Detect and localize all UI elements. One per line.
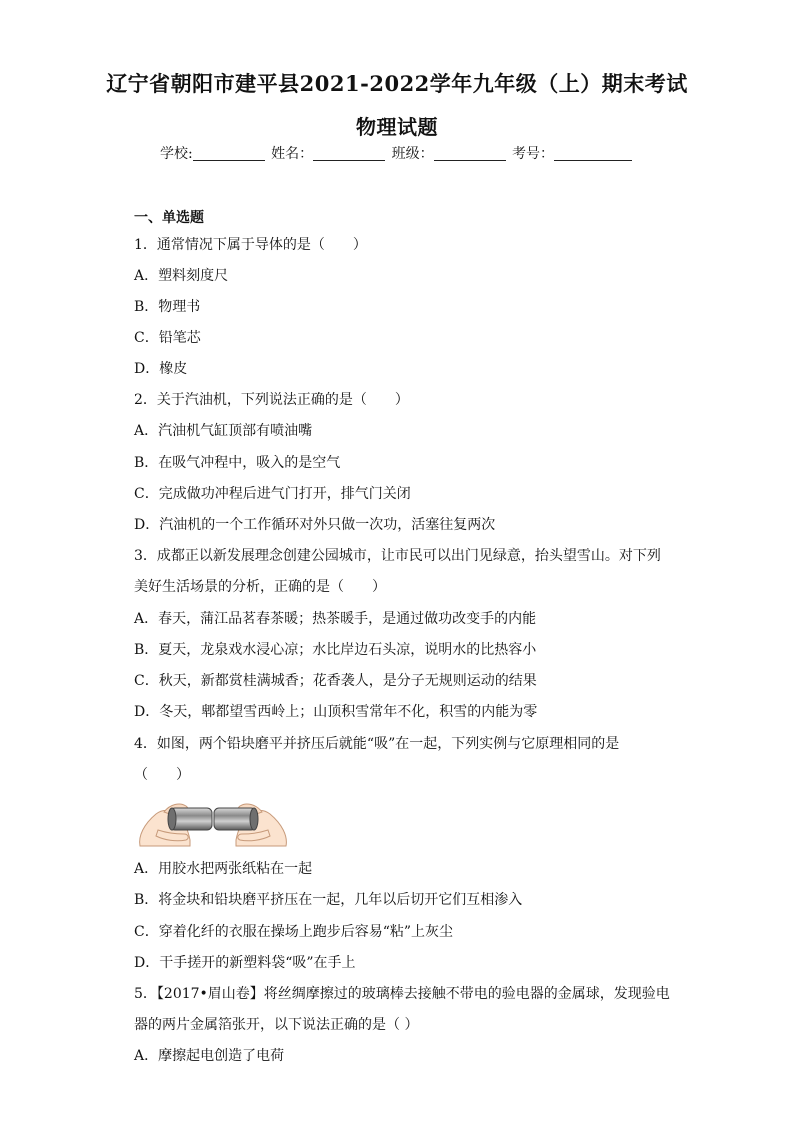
section-heading: 一、单选题 bbox=[134, 210, 204, 226]
q1-option-c: C．铅笔芯 bbox=[134, 330, 201, 346]
q5-stem-line1: 5．【2017•眉山卷】将丝绸摩擦过的玻璃棒去接触不带电的验电器的金属球，发现验电 bbox=[134, 986, 670, 1002]
school-label: 学校: bbox=[159, 146, 193, 162]
exam-subtitle: 物理试题 bbox=[356, 115, 438, 139]
q2-stem: 2．关于汽油机，下列说法正确的是（ ） bbox=[134, 392, 409, 408]
q2-option-d: D．汽油机的一个工作循环对外只做一次功，活塞往复两次 bbox=[134, 517, 496, 533]
q2-option-c: C．完成做功冲程后进气门打开，排气门关闭 bbox=[134, 486, 411, 502]
q3-option-b: B．夏天，龙泉戏水浸心凉；水比岸边石头凉，说明水的比热容小 bbox=[134, 642, 537, 658]
number-blank[interactable] bbox=[554, 145, 632, 161]
q4-stem-line2: （ ） bbox=[134, 767, 190, 783]
student-info-row bbox=[0, 143, 794, 163]
q2-option-b: B．在吸气冲程中，吸入的是空气 bbox=[134, 455, 341, 471]
q4-option-a: A．用胶水把两张纸粘在一起 bbox=[134, 861, 313, 877]
q1-stem: 1．通常情况下属于导体的是（ ） bbox=[134, 237, 367, 253]
lead-blocks-figure bbox=[134, 790, 292, 848]
q2-option-a: A．汽油机气缸顶部有喷油嘴 bbox=[134, 423, 313, 439]
class-blank[interactable] bbox=[434, 145, 506, 161]
q1-option-b: B．物理书 bbox=[134, 299, 201, 315]
right-block-end bbox=[250, 808, 258, 830]
q4-option-b: B．将金块和铅块磨平挤压在一起，几年以后切开它们互相渗入 bbox=[134, 892, 523, 908]
q3-option-a: A．春天，蒲江品茗春茶暖；热茶暖手，是通过做功改变手的内能 bbox=[134, 611, 537, 627]
q4-stem-line1: 4．如图，两个铅块磨平并挤压后就能“吸”在一起，下列实例与它原理相同的是 bbox=[134, 736, 620, 752]
q4-option-d: D．干手搓开的新塑料袋“吸”在手上 bbox=[134, 955, 356, 971]
q3-option-d: D．冬天，郫都望雪西岭上；山顶积雪常年不化，积雪的内能为零 bbox=[134, 704, 538, 720]
q5-option-a: A．摩擦起电创造了电荷 bbox=[134, 1048, 285, 1064]
class-label: 班级： bbox=[391, 146, 434, 162]
number-label: 考号： bbox=[512, 146, 555, 162]
q1-option-a: A．塑料刻度尺 bbox=[134, 268, 229, 284]
q1-option-d: D．橡皮 bbox=[134, 361, 188, 377]
left-block-end bbox=[168, 808, 176, 830]
exam-title: 辽宁省朝阳市建平县2021-2022学年九年级（上）期末考试 bbox=[106, 71, 688, 96]
name-blank[interactable] bbox=[313, 145, 385, 161]
q3-stem-line1: 3．成都正以新发展理念创建公园城市，让市民可以出门见绿意，抬头望雪山。对下列 bbox=[134, 548, 661, 564]
q3-option-c: C．秋天，新都赏桂满城香；花香袭人，是分子无规则运动的结果 bbox=[134, 673, 537, 689]
q5-stem-line2: 器的两片金属箔张开，以下说法正确的是（ ） bbox=[134, 1017, 419, 1033]
name-label: 姓名： bbox=[271, 146, 314, 162]
q4-option-c: C．穿着化纤的衣服在操场上跑步后容易“粘”上灰尘 bbox=[134, 924, 454, 940]
school-blank[interactable] bbox=[193, 145, 265, 161]
q3-stem-line2: 美好生活场景的分析，正确的是（ ） bbox=[134, 579, 386, 595]
